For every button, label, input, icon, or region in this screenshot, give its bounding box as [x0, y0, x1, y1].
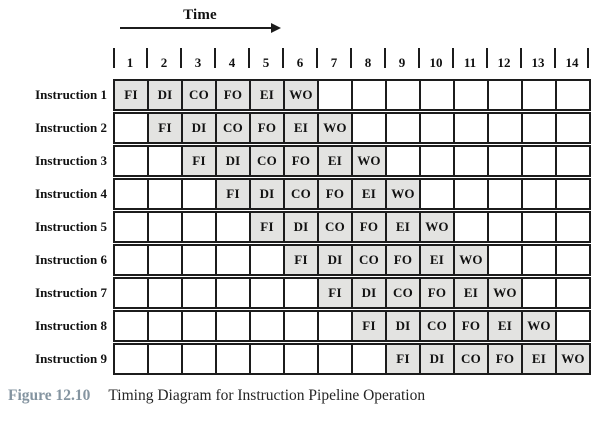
pipeline-stage-cell: DI: [385, 310, 421, 342]
grid-cell-empty: [215, 211, 251, 243]
instruction-row-cells: [113, 310, 591, 342]
pipeline-stage-cell: EI: [419, 244, 455, 276]
grid-cell-empty: [181, 343, 217, 375]
grid-cell-empty: [521, 178, 557, 210]
cycle-header-row: [0, 48, 591, 78]
time-axis-arrow: [120, 27, 272, 29]
pipeline-stage-cell: CO: [419, 310, 455, 342]
pipeline-stage-cell: FO: [317, 178, 353, 210]
cycle-header-cell: 11: [453, 48, 487, 78]
grid-cell-empty: [555, 277, 591, 309]
instruction-row-cells: [113, 277, 591, 309]
grid-cell-empty: [487, 112, 523, 144]
pipeline-stage-cell: FI: [181, 145, 217, 177]
pipeline-stage-cell: FI: [385, 343, 421, 375]
grid-cell-empty: [147, 277, 183, 309]
cycle-header-cell: 5: [249, 48, 283, 78]
grid-cell-empty: [215, 277, 251, 309]
grid-cell-empty: [555, 112, 591, 144]
figure-number: Figure 12.10: [8, 387, 91, 404]
instruction-row-cells: [113, 178, 591, 210]
pipeline-stage-cell: FO: [351, 211, 387, 243]
pipeline-stage-cell: CO: [283, 178, 319, 210]
grid-cell-empty: [521, 211, 557, 243]
cycle-header-cell: 12: [487, 48, 521, 78]
pipeline-stage-cell: FO: [419, 277, 455, 309]
pipeline-stage-cell: FI: [317, 277, 353, 309]
cycle-header-cell: 14: [555, 48, 589, 78]
grid-cell-empty: [147, 343, 183, 375]
grid-cell-empty: [487, 211, 523, 243]
pipeline-stage-cell: DI: [147, 79, 183, 111]
grid-cell-empty: [351, 112, 387, 144]
time-axis: [120, 7, 280, 29]
cycle-header-cell: 4: [215, 48, 249, 78]
grid-cell-empty: [113, 211, 149, 243]
pipeline-stage-cell: DI: [283, 211, 319, 243]
grid-cell-empty: [419, 79, 455, 111]
pipeline-stage-cell: FI: [215, 178, 251, 210]
grid-cell-empty: [317, 79, 353, 111]
cycle-header-cell: 8: [351, 48, 385, 78]
pipeline-stage-cell: EI: [385, 211, 421, 243]
grid-cell-empty: [147, 310, 183, 342]
time-axis-label: Time: [183, 7, 217, 23]
grid-cell-empty: [113, 145, 149, 177]
instruction-row-label: Instruction 7: [35, 285, 107, 300]
pipeline-stage-cell: FO: [453, 310, 489, 342]
pipeline-stage-cell: FO: [215, 79, 251, 111]
grid-cell-empty: [181, 178, 217, 210]
pipeline-stage-cell: CO: [385, 277, 421, 309]
table-row: [0, 244, 591, 276]
grid-cell-empty: [181, 310, 217, 342]
header-label-spacer: [0, 48, 113, 78]
cycle-header-cell: 10: [419, 48, 453, 78]
grid-cell-empty: [555, 211, 591, 243]
grid-cell-empty: [419, 145, 455, 177]
grid-cell-empty: [555, 310, 591, 342]
pipeline-stage-cell: WO: [283, 79, 319, 111]
pipeline-stage-cell: EI: [453, 277, 489, 309]
grid-cell-empty: [351, 343, 387, 375]
cycle-header-cell: 2: [147, 48, 181, 78]
grid-cell-empty: [555, 145, 591, 177]
pipeline-stage-cell: WO: [487, 277, 523, 309]
grid-cell-empty: [453, 112, 489, 144]
instruction-row-label: Instruction 3: [35, 153, 107, 168]
pipeline-stage-cell: WO: [351, 145, 387, 177]
pipeline-stage-cell: FO: [385, 244, 421, 276]
table-row: [0, 343, 591, 375]
table-row: [0, 277, 591, 309]
grid-cell-empty: [453, 178, 489, 210]
table-row: [0, 211, 591, 243]
pipeline-stage-cell: FI: [113, 79, 149, 111]
pipeline-stage-cell: WO: [555, 343, 591, 375]
grid-cell-empty: [385, 79, 421, 111]
table-row: [0, 112, 591, 144]
grid-cell-empty: [147, 145, 183, 177]
grid-cell-empty: [113, 112, 149, 144]
grid-cell-empty: [181, 244, 217, 276]
cycle-header-cell: 6: [283, 48, 317, 78]
grid-cell-empty: [113, 277, 149, 309]
grid-cell-empty: [487, 178, 523, 210]
pipeline-stage-cell: DI: [419, 343, 455, 375]
grid-cell-empty: [385, 145, 421, 177]
pipeline-stage-cell: CO: [181, 79, 217, 111]
cycle-header-cell: 13: [521, 48, 555, 78]
grid-cell-empty: [521, 145, 557, 177]
grid-cell-empty: [113, 178, 149, 210]
pipeline-stage-cell: FI: [147, 112, 183, 144]
pipeline-stage-cell: FI: [351, 310, 387, 342]
table-row: [0, 178, 591, 210]
grid-cell-empty: [521, 244, 557, 276]
grid-cell-empty: [487, 244, 523, 276]
figure-caption: [8, 387, 425, 405]
grid-cell-empty: [317, 310, 353, 342]
grid-cell-empty: [113, 310, 149, 342]
pipeline-stage-cell: EI: [283, 112, 319, 144]
grid-cell-empty: [181, 277, 217, 309]
pipeline-stage-cell: FI: [249, 211, 285, 243]
pipeline-stage-cell: EI: [249, 79, 285, 111]
instruction-row-cells: [113, 343, 591, 375]
pipeline-stage-cell: WO: [521, 310, 557, 342]
instruction-row-cells: [113, 244, 591, 276]
pipeline-stage-cell: CO: [453, 343, 489, 375]
grid-cell-empty: [283, 277, 319, 309]
instruction-row-label: Instruction 4: [35, 186, 107, 201]
grid-cell-empty: [487, 79, 523, 111]
instruction-row-cells: [113, 112, 591, 144]
cycle-header-cell: 1: [113, 48, 147, 78]
pipeline-table: [0, 48, 591, 376]
arrow-head-icon: [271, 23, 281, 33]
grid-cell-empty: [249, 310, 285, 342]
pipeline-stage-cell: DI: [249, 178, 285, 210]
pipeline-stage-cell: EI: [487, 310, 523, 342]
pipeline-stage-cell: CO: [351, 244, 387, 276]
pipeline-stage-cell: EI: [317, 145, 353, 177]
cycle-header-cell: 3: [181, 48, 215, 78]
pipeline-stage-cell: DI: [181, 112, 217, 144]
grid-cell-empty: [147, 244, 183, 276]
grid-cell-empty: [521, 112, 557, 144]
pipeline-stage-cell: DI: [215, 145, 251, 177]
grid-cell-empty: [419, 178, 455, 210]
grid-cell-empty: [555, 244, 591, 276]
grid-cell-empty: [249, 277, 285, 309]
pipeline-stage-cell: FO: [283, 145, 319, 177]
grid-cell-empty: [453, 211, 489, 243]
grid-cell-empty: [453, 145, 489, 177]
pipeline-stage-cell: WO: [453, 244, 489, 276]
instruction-row-label: Instruction 1: [35, 87, 107, 102]
grid-cell-empty: [521, 79, 557, 111]
grid-cell-empty: [283, 310, 319, 342]
table-row: [0, 145, 591, 177]
grid-cell-empty: [453, 79, 489, 111]
grid-cell-empty: [181, 211, 217, 243]
grid-cell-empty: [487, 145, 523, 177]
grid-cell-empty: [351, 79, 387, 111]
grid-cell-empty: [419, 112, 455, 144]
instruction-row-label: Instruction 8: [35, 318, 107, 333]
instruction-row-label: Instruction 5: [35, 219, 107, 234]
pipeline-stage-cell: WO: [385, 178, 421, 210]
instruction-row-cells: [113, 79, 591, 111]
grid-cell-empty: [249, 343, 285, 375]
grid-cell-empty: [555, 178, 591, 210]
pipeline-stage-cell: EI: [521, 343, 557, 375]
grid-cell-empty: [113, 343, 149, 375]
grid-cell-empty: [521, 277, 557, 309]
pipeline-stage-cell: EI: [351, 178, 387, 210]
instruction-row-label: Instruction 9: [35, 351, 107, 366]
cycle-header-cell: 7: [317, 48, 351, 78]
grid-cell-empty: [317, 343, 353, 375]
pipeline-stage-cell: FO: [487, 343, 523, 375]
cycle-header-cell: 9: [385, 48, 419, 78]
table-row: [0, 79, 591, 111]
pipeline-stage-cell: WO: [317, 112, 353, 144]
pipeline-stage-cell: CO: [215, 112, 251, 144]
grid-cell-empty: [113, 244, 149, 276]
instruction-row-cells: [113, 145, 591, 177]
grid-cell-empty: [215, 310, 251, 342]
grid-cell-empty: [215, 343, 251, 375]
grid-cell-empty: [147, 178, 183, 210]
grid-cell-empty: [249, 244, 285, 276]
pipeline-stage-cell: WO: [419, 211, 455, 243]
instruction-row-label: Instruction 2: [35, 120, 107, 135]
instruction-row-cells: [113, 211, 591, 243]
pipeline-stage-cell: CO: [249, 145, 285, 177]
pipeline-stage-cell: DI: [351, 277, 387, 309]
grid-cell-empty: [147, 211, 183, 243]
grid-cell-empty: [283, 343, 319, 375]
pipeline-stage-cell: CO: [317, 211, 353, 243]
cycle-header-cells: [113, 48, 589, 78]
grid-cell-empty: [385, 112, 421, 144]
pipeline-stage-cell: DI: [317, 244, 353, 276]
instruction-rows: [0, 79, 591, 375]
figure-title: Timing Diagram for Instruction Pipeline Operation: [108, 387, 426, 404]
instruction-row-label: Instruction 6: [35, 252, 107, 267]
pipeline-stage-cell: FO: [249, 112, 285, 144]
grid-cell-empty: [215, 244, 251, 276]
grid-cell-empty: [555, 79, 591, 111]
pipeline-stage-cell: FI: [283, 244, 319, 276]
table-row: [0, 310, 591, 342]
